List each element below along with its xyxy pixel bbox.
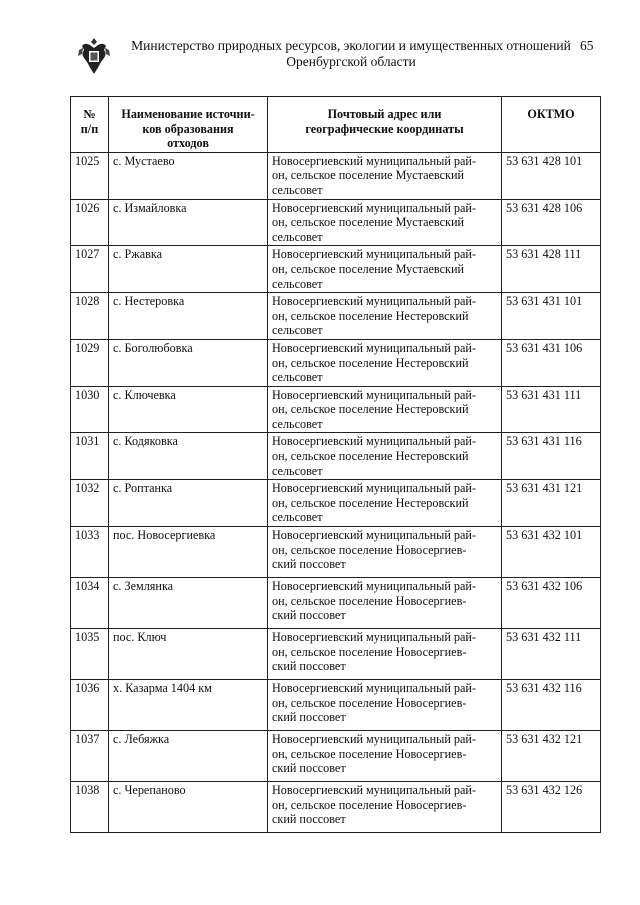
page-header: [0, 0, 640, 90]
source-name: с. Черепаново: [109, 782, 268, 833]
oktmo-code: 53 631 431 101: [502, 293, 601, 340]
table-row: [71, 152, 601, 199]
column-header-source-name: Наименование источни- ков образования отходов: [109, 97, 268, 153]
source-name: х. Казарма 1404 км: [109, 680, 268, 731]
address: Новосергиевский муниципальный рай- он, сельское поселение Нестеровский сельсовет: [268, 339, 502, 386]
table-row: [71, 527, 601, 578]
column-header-number: № п/п: [71, 97, 109, 153]
address: Новосергиевский муниципальный рай- он, сельское поселение Нестеровский сельсовет: [268, 433, 502, 480]
address: Новосергиевский муниципальный рай- он, сельское поселение Новосергиев- ский поссовет: [268, 731, 502, 782]
oktmo-code: 53 631 431 106: [502, 339, 601, 386]
table-header-row: [71, 97, 601, 153]
row-number: 1026: [71, 199, 109, 246]
source-name: с. Роптанка: [109, 480, 268, 527]
row-number: 1033: [71, 527, 109, 578]
row-number: 1038: [71, 782, 109, 833]
source-name: с. Нестеровка: [109, 293, 268, 340]
table-row: [71, 629, 601, 680]
oktmo-code: 53 631 431 116: [502, 433, 601, 480]
row-number: 1027: [71, 246, 109, 293]
address: Новосергиевский муниципальный рай- он, сельское поселение Мустаевский сельсовет: [268, 246, 502, 293]
ministry-name: [120, 38, 582, 70]
address: Новосергиевский муниципальный рай- он, сельское поселение Мустаевский сельсовет: [268, 152, 502, 199]
source-name: пос. Новосергиевка: [109, 527, 268, 578]
ministry-name-line1: Министерство природных ресурсов, экологии и имущественных отношений: [131, 38, 571, 53]
address: Новосергиевский муниципальный рай- он, сельское поселение Нестеровский сельсовет: [268, 293, 502, 340]
oktmo-code: 53 631 432 121: [502, 731, 601, 782]
table-row: [71, 578, 601, 629]
table-row: [71, 433, 601, 480]
address: Новосергиевский муниципальный рай- он, сельское поселение Новосергиев- ский поссовет: [268, 629, 502, 680]
source-name: с. Ключевка: [109, 386, 268, 433]
address: Новосергиевский муниципальный рай- он, сельское поселение Новосергиев- ский поссовет: [268, 527, 502, 578]
oktmo-code: 53 631 432 126: [502, 782, 601, 833]
page-number: 65: [580, 38, 594, 53]
source-name: пос. Ключ: [109, 629, 268, 680]
source-name: с. Лебяжка: [109, 731, 268, 782]
table-row: [71, 293, 601, 340]
source-name: с. Измайловка: [109, 199, 268, 246]
address: Новосергиевский муниципальный рай- он, сельское поселение Новосергиев- ский поссовет: [268, 680, 502, 731]
address: Новосергиевский муниципальный рай- он, сельское поселение Новосергиев- ский поссовет: [268, 578, 502, 629]
row-number: 1029: [71, 339, 109, 386]
row-number: 1032: [71, 480, 109, 527]
row-number: 1025: [71, 152, 109, 199]
table-row: [71, 199, 601, 246]
oktmo-code: 53 631 431 121: [502, 480, 601, 527]
address: Новосергиевский муниципальный рай- он, сельское поселение Мустаевский сельсовет: [268, 199, 502, 246]
source-name: с. Ржавка: [109, 246, 268, 293]
ministry-name-line2: Оренбургской области: [286, 54, 416, 69]
address: Новосергиевский муниципальный рай- он, сельское поселение Новосергиев- ский поссовет: [268, 782, 502, 833]
oktmo-code: 53 631 428 101: [502, 152, 601, 199]
row-number: 1031: [71, 433, 109, 480]
waste-sources-table: [70, 96, 601, 833]
row-number: 1037: [71, 731, 109, 782]
row-number: 1030: [71, 386, 109, 433]
address: Новосергиевский муниципальный рай- он, сельское поселение Нестеровский сельсовет: [268, 480, 502, 527]
table-row: [71, 680, 601, 731]
table-row: [71, 246, 601, 293]
oktmo-code: 53 631 431 111: [502, 386, 601, 433]
table-row: [71, 480, 601, 527]
row-number: 1036: [71, 680, 109, 731]
row-number: 1028: [71, 293, 109, 340]
source-name: с. Кодяковка: [109, 433, 268, 480]
source-name: с. Землянка: [109, 578, 268, 629]
source-name: с. Боголюбовка: [109, 339, 268, 386]
row-number: 1035: [71, 629, 109, 680]
table-row: [71, 782, 601, 833]
address: Новосергиевский муниципальный рай- он, сельское поселение Нестеровский сельсовет: [268, 386, 502, 433]
oktmo-code: 53 631 428 106: [502, 199, 601, 246]
row-number: 1034: [71, 578, 109, 629]
column-header-oktmo: ОКТМО: [502, 97, 601, 153]
oktmo-code: 53 631 432 111: [502, 629, 601, 680]
coat-of-arms-icon: [76, 36, 112, 76]
oktmo-code: 53 631 428 111: [502, 246, 601, 293]
column-header-address: Почтовый адрес или географические координаты: [268, 97, 502, 153]
oktmo-code: 53 631 432 106: [502, 578, 601, 629]
table-row: [71, 731, 601, 782]
oktmo-code: 53 631 432 101: [502, 527, 601, 578]
oktmo-code: 53 631 432 116: [502, 680, 601, 731]
source-name: с. Мустаево: [109, 152, 268, 199]
table-row: [71, 386, 601, 433]
table-row: [71, 339, 601, 386]
